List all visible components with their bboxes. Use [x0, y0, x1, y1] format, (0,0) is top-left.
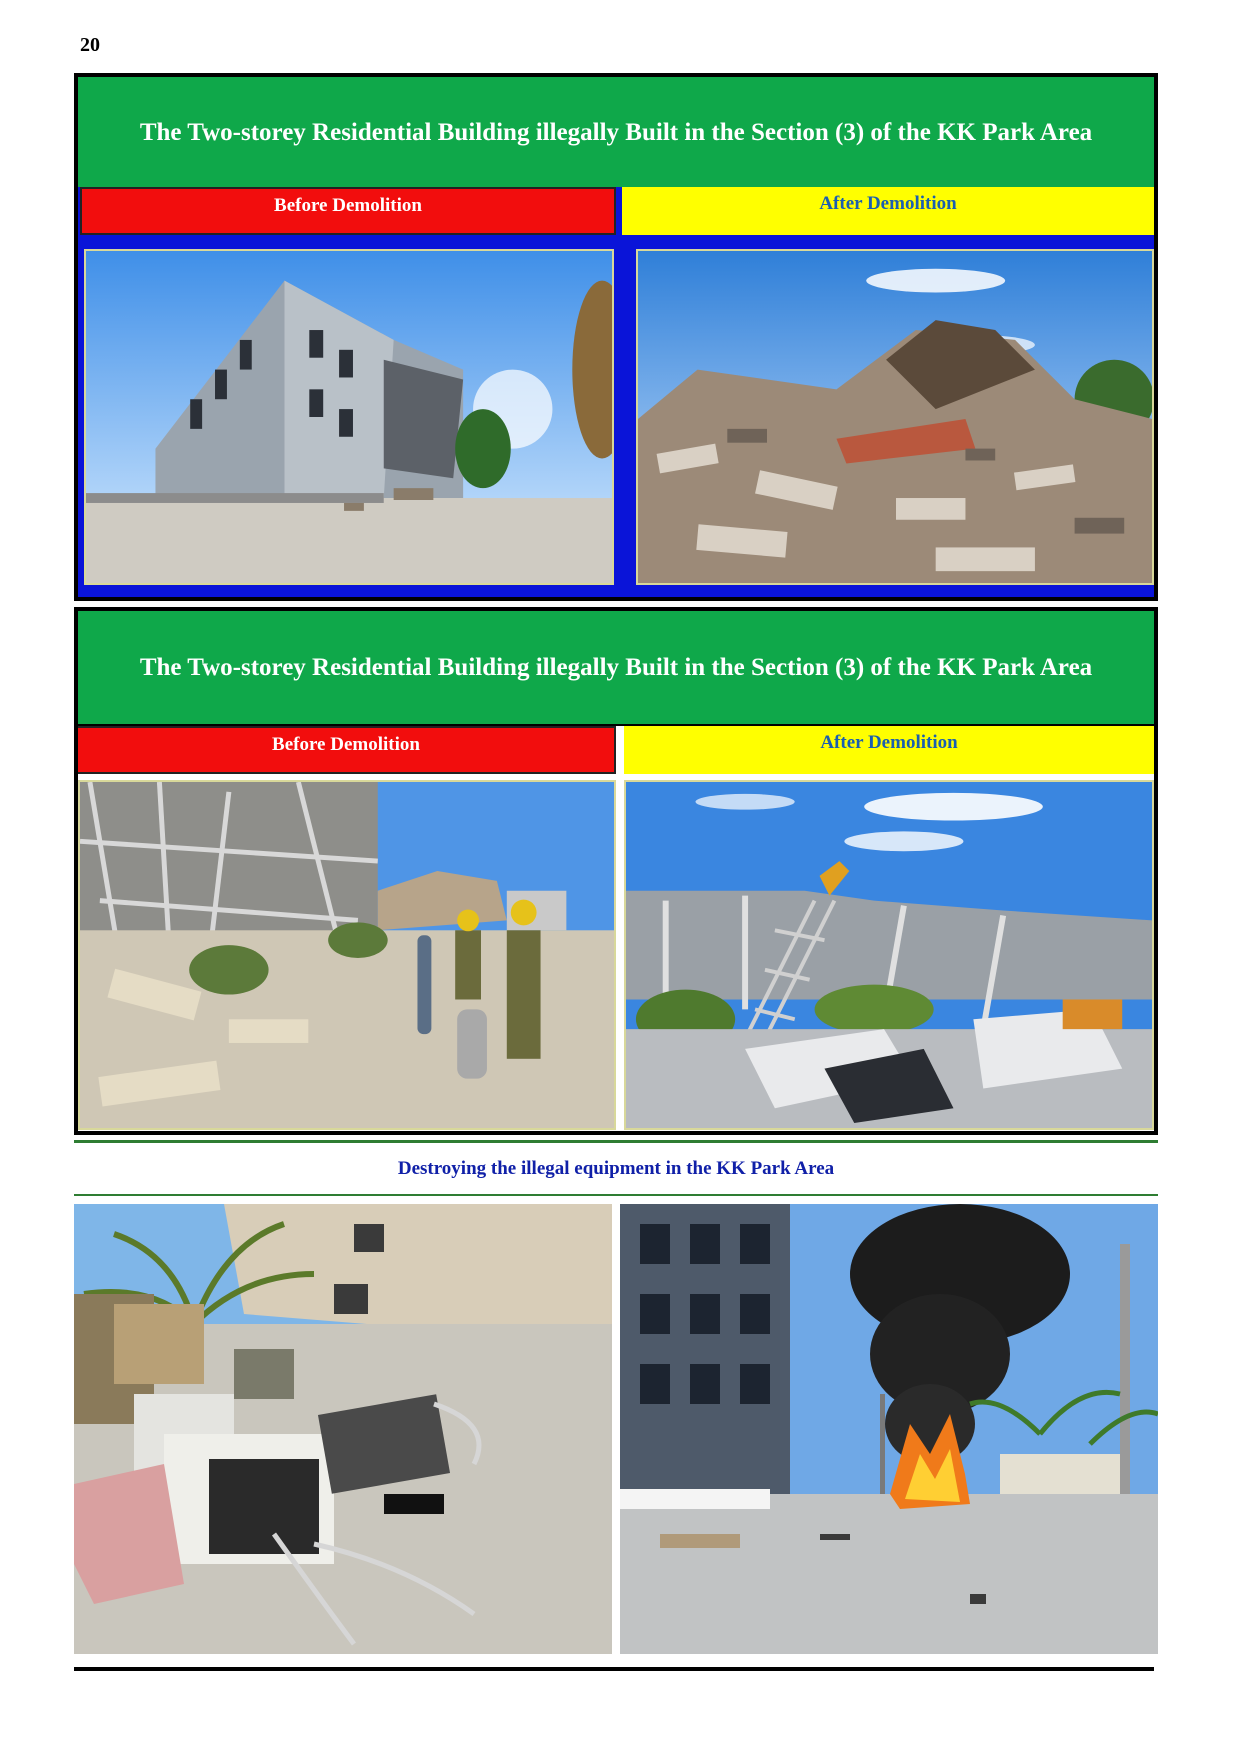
before-demolition-label: Before Demolition	[78, 726, 616, 774]
demolition-panel-1	[74, 73, 1158, 601]
page-footer-rule	[74, 1667, 1154, 1671]
after-demolition-photo	[624, 780, 1154, 1130]
demolition-panel-2	[74, 607, 1158, 1135]
equipment-caption: Destroying the illegal equipment in the KK Park Area	[397, 1158, 835, 1179]
burning-equipment-photo	[620, 1204, 1158, 1654]
section-divider-bottom	[74, 1194, 1158, 1196]
page-number: 20	[80, 34, 100, 56]
after-demolition-photo	[636, 249, 1154, 585]
after-demolition-label: After Demolition	[624, 726, 1154, 774]
section-divider-top	[74, 1140, 1158, 1143]
before-demolition-photo	[84, 249, 614, 585]
panel-title: The Two-storey Residential Building illegally Built in the Section (3) of the KK Park Area	[78, 611, 1154, 726]
after-demolition-label: After Demolition	[622, 187, 1154, 235]
panel-title: The Two-storey Residential Building illegally Built in the Section (3) of the KK Park Area	[78, 77, 1154, 187]
before-demolition-photo	[78, 780, 616, 1130]
before-demolition-label: Before Demolition	[80, 187, 616, 235]
seized-equipment-photo	[74, 1204, 612, 1654]
